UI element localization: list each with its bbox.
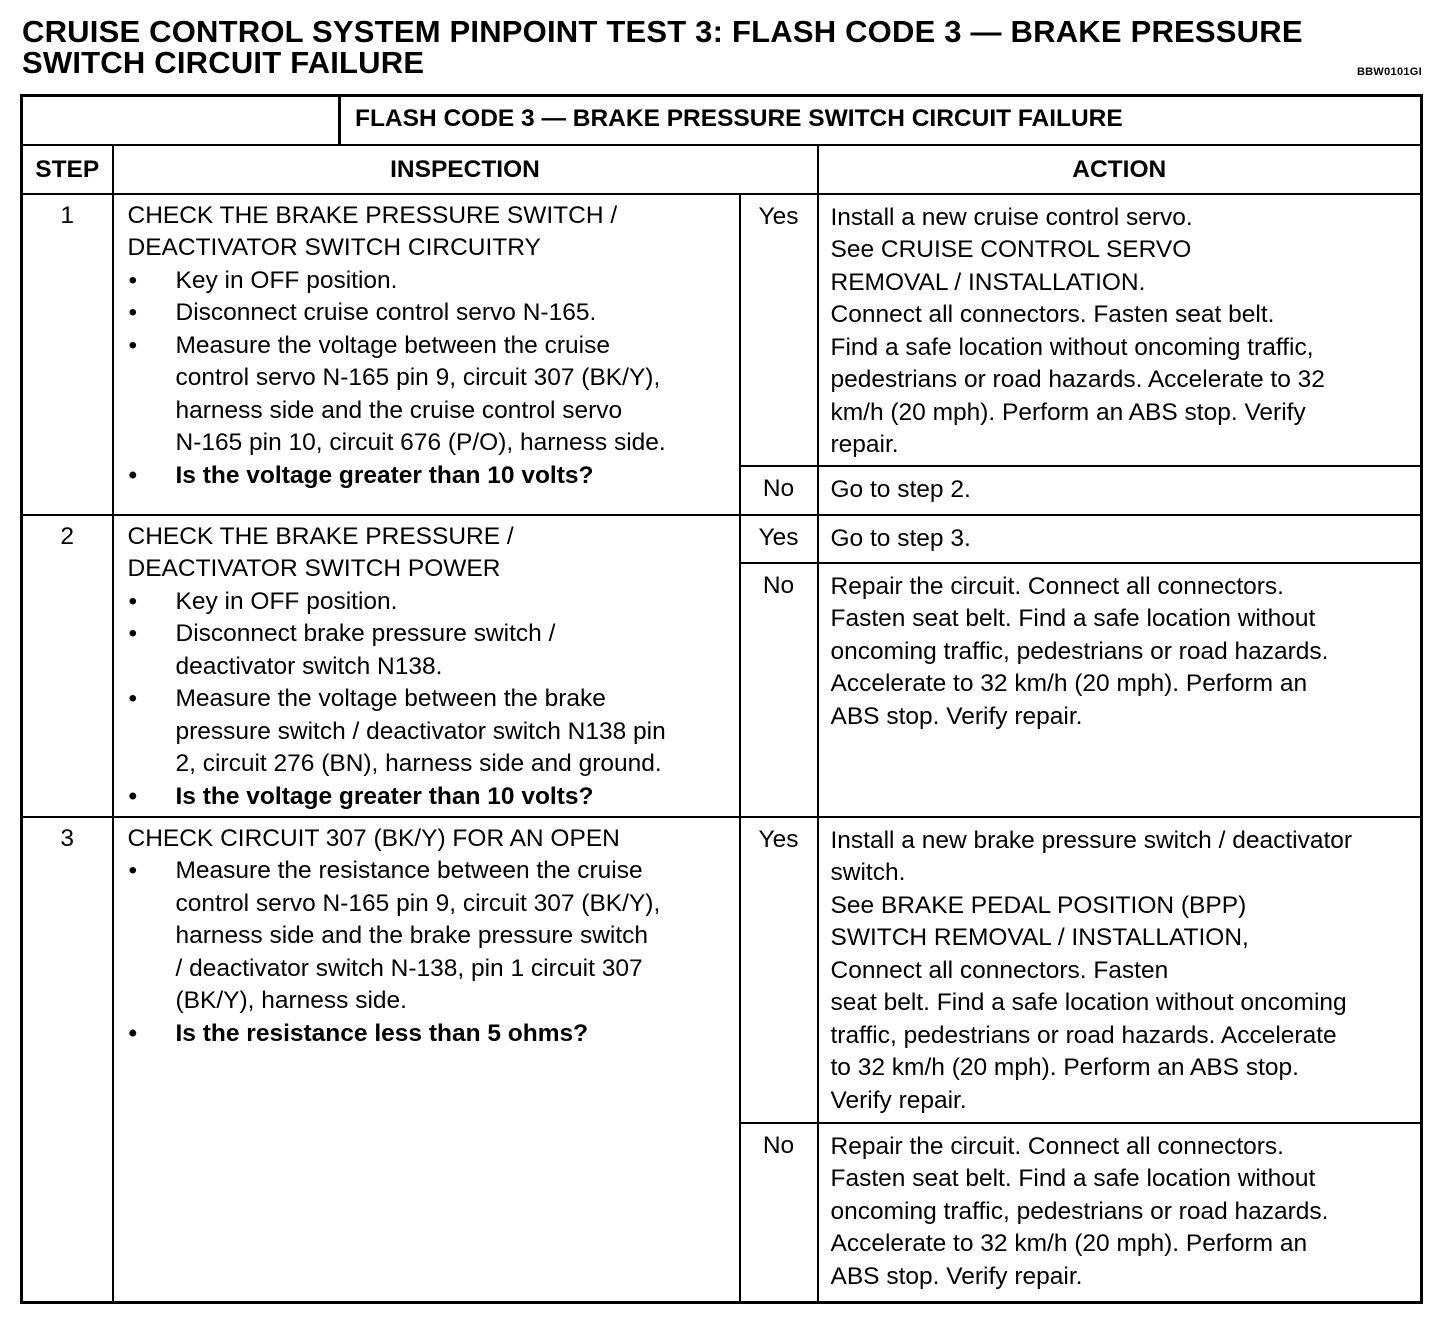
no-label: No	[740, 1123, 818, 1303]
step-number: 2	[22, 515, 113, 817]
inspection-bullet	[128, 586, 729, 619]
inspection-cell	[113, 817, 740, 1303]
inspection-bullet	[128, 297, 729, 330]
yes-action-line: Install a new brake pressure switch / deactivator	[830, 826, 1353, 854]
yes-action-line: Find a safe location without oncoming traffic,	[830, 333, 1314, 361]
yes-action	[818, 817, 1422, 1123]
inspection-question-text: Is the voltage greater than 10 volts?	[175, 461, 594, 489]
yes-label: Yes	[740, 194, 818, 466]
inspection-bullet-line: Measure the voltage between the cruise	[175, 331, 610, 359]
header-inspection: INSPECTION	[113, 145, 818, 194]
bullet-glyph: •	[128, 857, 138, 884]
header-action: ACTION	[818, 145, 1422, 194]
bullet-glyph: •	[128, 331, 138, 359]
no-action	[818, 563, 1422, 817]
page-title-line-2: SWITCH CIRCUIT FAILURE	[22, 45, 425, 80]
bullet-glyph: •	[128, 782, 138, 810]
inspection-question-text: Is the resistance less than 5 ohms?	[175, 1019, 589, 1047]
step-row	[22, 194, 1422, 466]
header-step: STEP	[22, 145, 113, 194]
yes-action-line: Verify repair.	[830, 1086, 967, 1114]
yes-action-line: switch.	[830, 859, 906, 886]
caption-blank-cell	[22, 96, 340, 145]
step-row	[22, 515, 1422, 563]
inspection-bullet-text	[176, 618, 729, 683]
inspection-bullet	[128, 618, 729, 683]
yes-label: Yes	[740, 817, 818, 1123]
yes-action-line: to 32 km/h (20 mph). Perform an ABS stop.	[830, 1054, 1299, 1081]
no-action-line: Go to step 2.	[830, 475, 971, 503]
inspection-heading	[128, 200, 729, 265]
no-action	[818, 1123, 1422, 1303]
step-row	[22, 817, 1422, 1123]
inspection-bullet-line: / deactivator switch N-138, pin 1 circuit 307	[175, 954, 643, 982]
bullet-glyph: •	[128, 299, 138, 326]
no-label: No	[740, 563, 818, 817]
inspection-bullet-text	[176, 297, 729, 330]
inspection-bullet	[128, 683, 729, 781]
bullet-glyph: •	[128, 266, 138, 294]
inspection-bullet-line: control servo N-165 pin 9, circuit 307 (BK/Y),	[175, 364, 661, 391]
inspection-question	[128, 460, 729, 493]
inspection-bullet	[128, 855, 729, 1018]
no-action-line: Fasten seat belt. Find a safe location without	[830, 605, 1316, 632]
yes-action-line: See CRUISE CONTROL SERVO	[830, 236, 1192, 263]
inspection-bullet	[128, 330, 729, 460]
inspection-bullet-line: Measure the voltage between the brake	[175, 685, 606, 712]
no-action-line: Repair the circuit. Connect all connectors.	[830, 1132, 1284, 1160]
inspection-heading-line: CHECK THE BRAKE PRESSURE /	[127, 522, 514, 550]
page-title-line-1: CRUISE CONTROL SYSTEM PINPOINT TEST 3: FLASH CODE 3 — BRAKE PRESSURE	[22, 14, 1303, 49]
yes-action-line: traffic, pedestrians or road hazards. Accelerate	[830, 1021, 1337, 1049]
inspection-bullet-line: harness side and the brake pressure switch	[175, 922, 649, 949]
figure-code: BBW0101GI	[1356, 66, 1422, 78]
inspection-bullet-text	[176, 330, 729, 460]
bullet-glyph: •	[128, 1019, 138, 1047]
flash-code-caption: FLASH CODE 3 — BRAKE PRESSURE SWITCH CIRCUIT FAILURE	[340, 96, 1422, 145]
inspection-bullet	[128, 265, 729, 298]
step-number: 1	[22, 194, 113, 515]
yes-action-line: Connect all connectors. Fasten	[830, 956, 1169, 984]
no-action-line: Repair the circuit. Connect all connectors.	[830, 572, 1284, 600]
inspection-bullet-list	[128, 586, 729, 814]
inspection-question	[128, 781, 729, 814]
no-action-line: oncoming traffic, pedestrians or road hazards.	[830, 1197, 1329, 1225]
step-number: 3	[22, 817, 113, 1303]
no-label: No	[740, 466, 818, 515]
no-action-line: ABS stop. Verify repair.	[830, 1262, 1083, 1290]
inspection-cell	[113, 194, 740, 515]
yes-action-line: Go to step 3.	[830, 524, 971, 552]
inspection-bullet-line: pressure switch / deactivator switch N138 pin	[175, 717, 666, 745]
inspection-heading	[128, 823, 729, 856]
no-action-line: Accelerate to 32 km/h (20 mph). Perform an	[830, 670, 1308, 697]
no-action-line: oncoming traffic, pedestrians or road hazards.	[830, 637, 1329, 665]
inspection-heading	[128, 521, 729, 586]
bullet-glyph: •	[128, 685, 138, 712]
inspection-bullet-line: 2, circuit 276 (BN), harness side and ground.	[175, 750, 662, 777]
inspection-bullet-line: Disconnect brake pressure switch /	[175, 620, 556, 647]
yes-action-line: Install a new cruise control servo.	[830, 203, 1193, 231]
yes-action-line: REMOVAL / INSTALLATION.	[830, 268, 1146, 296]
bullet-glyph: •	[128, 461, 138, 489]
no-action-line: ABS stop. Verify repair.	[830, 702, 1083, 730]
yes-label: Yes	[740, 515, 818, 563]
yes-action-line: Connect all connectors. Fasten seat belt.	[830, 301, 1275, 328]
yes-action-line: repair.	[830, 431, 899, 458]
inspection-bullet-line: Key in OFF position.	[175, 587, 398, 615]
inspection-bullet-list	[128, 855, 729, 1050]
inspection-bullet-text	[176, 265, 729, 298]
inspection-heading-line: CHECK CIRCUIT 307 (BK/Y) FOR AN OPEN	[127, 824, 620, 852]
yes-action	[818, 515, 1422, 563]
caption-row	[22, 96, 1422, 145]
inspection-heading-line: CHECK THE BRAKE PRESSURE SWITCH /	[127, 201, 618, 229]
page-title	[22, 16, 1322, 78]
inspection-bullet-list	[128, 265, 729, 493]
inspection-bullet-line: control servo N-165 pin 9, circuit 307 (BK/Y),	[175, 889, 661, 917]
header-row	[22, 145, 1422, 194]
yes-action	[818, 194, 1422, 466]
inspection-bullet-line: Disconnect cruise control servo N-165.	[175, 299, 597, 326]
yes-action-line: SWITCH REMOVAL / INSTALLATION,	[830, 924, 1249, 951]
no-action-line: Accelerate to 32 km/h (20 mph). Perform an	[830, 1230, 1308, 1257]
yes-action-line: km/h (20 mph). Perform an ABS stop. Verify	[830, 398, 1306, 426]
inspection-bullet-line: harness side and the cruise control servo	[175, 396, 623, 424]
inspection-bullet-line: deactivator switch N138.	[175, 652, 443, 680]
yes-action-line: pedestrians or road hazards. Accelerate to 32	[830, 366, 1325, 393]
yes-action-line: See BRAKE PEDAL POSITION (BPP)	[830, 891, 1247, 919]
yes-action-line: seat belt. Find a safe location without oncoming	[830, 989, 1347, 1016]
inspection-bullet-line: N-165 pin 10, circuit 676 (P/O), harness side.	[175, 429, 666, 456]
inspection-bullet-line: (BK/Y), harness side.	[175, 987, 407, 1014]
inspection-question-text: Is the voltage greater than 10 volts?	[175, 782, 594, 810]
bullet-glyph: •	[128, 587, 138, 615]
pinpoint-test-table	[20, 94, 1423, 1304]
inspection-bullet-text	[176, 855, 729, 1018]
no-action	[818, 466, 1422, 515]
inspection-heading-line: DEACTIVATOR SWITCH CIRCUITRY	[127, 234, 541, 261]
inspection-bullet-line: Measure the resistance between the cruise	[175, 857, 643, 884]
no-action-line: Fasten seat belt. Find a safe location without	[830, 1165, 1316, 1192]
inspection-cell	[113, 515, 740, 817]
inspection-bullet-text	[176, 683, 729, 781]
steps-body	[22, 194, 1422, 1303]
inspection-bullet-line: Key in OFF position.	[175, 266, 398, 294]
bullet-glyph: •	[128, 620, 138, 647]
inspection-question	[128, 1018, 729, 1051]
inspection-heading-line: DEACTIVATOR SWITCH POWER	[127, 555, 501, 582]
inspection-bullet-text	[176, 586, 729, 619]
